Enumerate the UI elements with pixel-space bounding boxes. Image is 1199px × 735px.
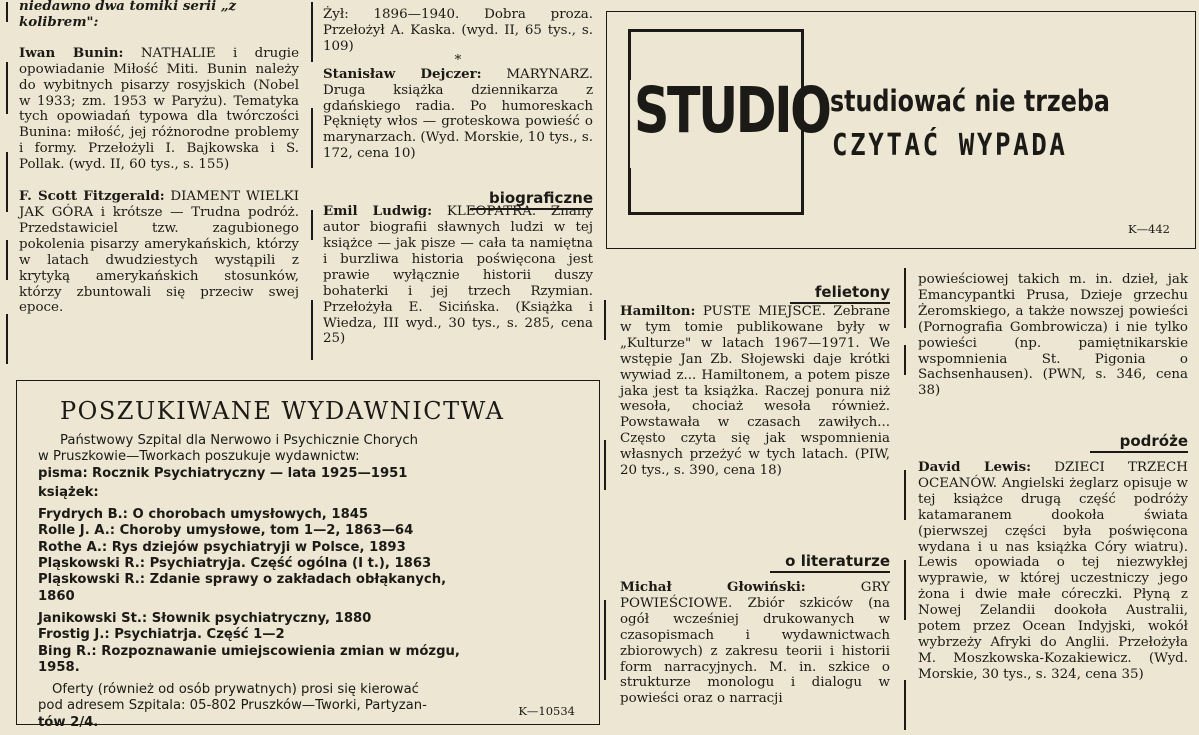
article-text: PUSTE MIEJSCE. Zebrane w tym tomie publikowane były w „Kulturze" w latach 1967—1971. We wstępie Jan Zb. Słojewski daje krótki wywiad z... Hamiltonem, a potem pisze jaka jest ta książka. Raczej ponura niż wesoła, chociaż wesoła również. Powstawała w czasach zawiłych... Często czyta się jak wspomnienia własnych przeżyć w tych latach. (PIW, 20 tys., s. 390, cena 18) [620,304,890,479]
article-bunin [19,46,299,173]
column-rule [604,600,606,680]
book-line: Rothe A.: Rys dziejów psychiatryji w Polsce, 1893 [38,539,406,555]
offer-line: pod adresem Szpitala: 05-802 Pruszków—Tworki, Partyzan- [38,698,427,714]
author-name: Emil Ludwig: [323,203,433,220]
intro-line: w Pruszkowie—Tworkach poszukuje wydawnictw: [38,449,360,465]
article-text: DZIECI TRZECH OCEANÓW. Angielski żeglarz opisuje w tej książce drugą część podróży katamaranem dookoła świata (pierwszej części była poświęcona wydana i u nas książka Córy wiatru). Lewis opowiada o tej niezwykłej wyprawie, w której uczestniczy jego żona i dwie małe córeczki. Płyną z Nowej Zelandii dookoła Australii, potem przez Ocean Indyjski, wokół wybrzeży Afryki do Anglii. Przełożyła M. Moszkowska-Kozakiewicz. (Wyd. Morskie, 30 tys., s. 324, cena 35) [918,460,1188,682]
section-heading-o-literaturze: o literaturze [770,552,890,573]
article-ludwig [323,204,593,347]
article-fragment: Żył: 1896—1940. Dobra proza. Przełożył A. Kaska. (wyd. II, 65 tys., s. 109) [323,7,593,54]
offer-line: Oferty (również od osób prywatnych) prosi się kierować [52,682,419,698]
article-text: MARYNARZ. Druga książka dziennikarza z gdańskiego radia. Po humoreskach Pęknięty włos — groteskowa powieść o marynarzach. (Wyd. Morskie, 10 tys., s. 172, cena 10) [323,66,593,162]
book-line: Rolle J. A.: Choroby umysłowe, tom 1—2, 1863—64 [38,523,414,539]
author-name: F. Scott Fitzgerald: [19,188,165,205]
column-rule [904,268,906,328]
column-rule [604,440,606,490]
article-lewis [918,460,1188,683]
pisma-line [38,466,588,482]
author-name: Hamilton: [620,303,696,319]
author-name: Stanisław Dejczer: [323,65,482,82]
column-rule [904,680,906,730]
book-line: Frostig J.: Psychiatrja. Część 1—2 [38,627,285,643]
book-line: 1860 [38,588,75,604]
section-heading-biograficzne: biograficzne [470,189,593,210]
column-rule [311,108,313,168]
column-4 [918,272,1188,399]
column-3-lower [620,580,890,707]
column-rule [6,152,8,212]
section-heading-felietony: felietony [790,283,890,304]
article-text: KLEOPATRA. Znany autor biografii sławnych ludzi w tej książce — jak pisze — cała ta namiętna i burzliwa historia poświęcona jest prawie wyłącznie historii duszy bohaterki i jej trzech Rzymian. Przełożyła E. Sicińska. (Książka i Wiedza, III wyd., 30 tys., s. 285, cena 25) [323,204,593,347]
author-name: Michał Głowiński: [620,579,806,595]
book-line: Janikowski St.: Słownik psychiatryczny, 1880 [38,610,372,626]
poszukiwane-title: POSZUKIWANE WYDAWNICTWA [60,397,505,425]
offer-line: tów 2/4. [38,714,99,730]
column-rule [904,345,906,375]
column-rule [6,314,8,364]
column-1 [19,0,299,316]
article-continuation: powieściowej takich m. in. dzieł, jak Emancypantki Prusa, Dzieje grzechu Żeromskiego, a także nowszej powieści (Pornografia Gombrowicza) i nie tylko powieści (np. pamiętnikarskie wspomnienia St. Pigonia o Sachsenhausen). (PWN, s. 346, cena 38) [918,272,1188,399]
article-text: GRY POWIEŚCIOWE. Zbiór szkiców (na ogół wcześniej drukowanych w czasopismach i wydawnictwach zbiorowych) z zakresu teorii i historii form narracyjnych. M. in. szkice o strukturze monologu i dialogu w powieści oraz o narracji [620,580,890,707]
author-name: Iwan Bunin: [19,44,124,61]
column-rule [311,300,313,360]
ksiazek-label: książek: [38,484,99,500]
column-rule [6,240,8,280]
article-text: DIAMENT WIELKI JAK GÓRA i krótsze — Trudna podróż. Przedstawiciel tzw. zagubionego pokolenia pisarzy amerykańskich, którzy w latach dwudziestych wystąpili z krytyką amerykańskich stosunków, którzy zbuntowali się przeciw swej epoce. [19,189,299,316]
book-line: Pląskowski R.: Psychiatryja. Część ogólna (I t.), 1863 [38,556,432,572]
article-hamilton [620,304,890,479]
article-glowinski [620,580,890,707]
ad-code: K—442 [1127,222,1170,236]
book-line: 1958. [38,659,80,675]
article-text: NATHALIE i drugie opowiadanie Miłość Miti. Bunin należy do wybitnych pisarzy rosyjskich (Nobel w 1933; zm. 1953 w Paryżu). Tematyka tych opowiadań typowa dla twórczości Bunina: miłość, jej różnorodne problemy i formy. Przełożyli I. Bajkowska i S. Pollak. (wyd. II, 60 tys., s. 155) [19,45,299,173]
column-rule [904,560,906,620]
section-heading-podroze: podróże [1090,432,1188,453]
pisma-label: pisma: [38,465,88,481]
studio-tagline-2: CZYTAĆ WYPADA [832,128,1068,163]
article-fitzgerald [19,189,299,316]
author-name: David Lewis: [918,459,1032,475]
pisma-text: Rocznik Psychiatryczny — lata 1925—1951 [91,465,408,481]
column-rule [604,300,606,340]
separator-asterisk: * [454,52,462,68]
poszukiwane-body [38,433,588,731]
column-rule [6,2,8,22]
column-2 [323,7,593,347]
ad-code: K—10534 [518,704,575,718]
book-line: Frydrych B.: O chorobach umysłowych, 1845 [38,507,369,523]
column-rule [904,470,906,520]
book-line: Pląskowski R.: Zdanie sprawy o zakładach obłąkanych, [38,572,447,588]
column-rule [311,2,313,62]
column-3 [620,304,890,479]
article-fragment: niedawno dwa tomiki serii „z kolibrem": [19,0,237,30]
article-dejczer [323,67,593,162]
column-rule [311,210,313,240]
intro-line: Państwowy Szpital dla Nerwowo i Psychicznie Chorych [60,433,419,448]
column-rule [6,62,8,114]
studio-tagline-1: studiować nie trzeba [830,84,1110,118]
column-4-lower [918,460,1188,683]
studio-logo: STUDIO [634,74,830,147]
book-line: Bing R.: Rozpoznawanie umiejscowienia zmian w mózgu, [38,643,460,659]
